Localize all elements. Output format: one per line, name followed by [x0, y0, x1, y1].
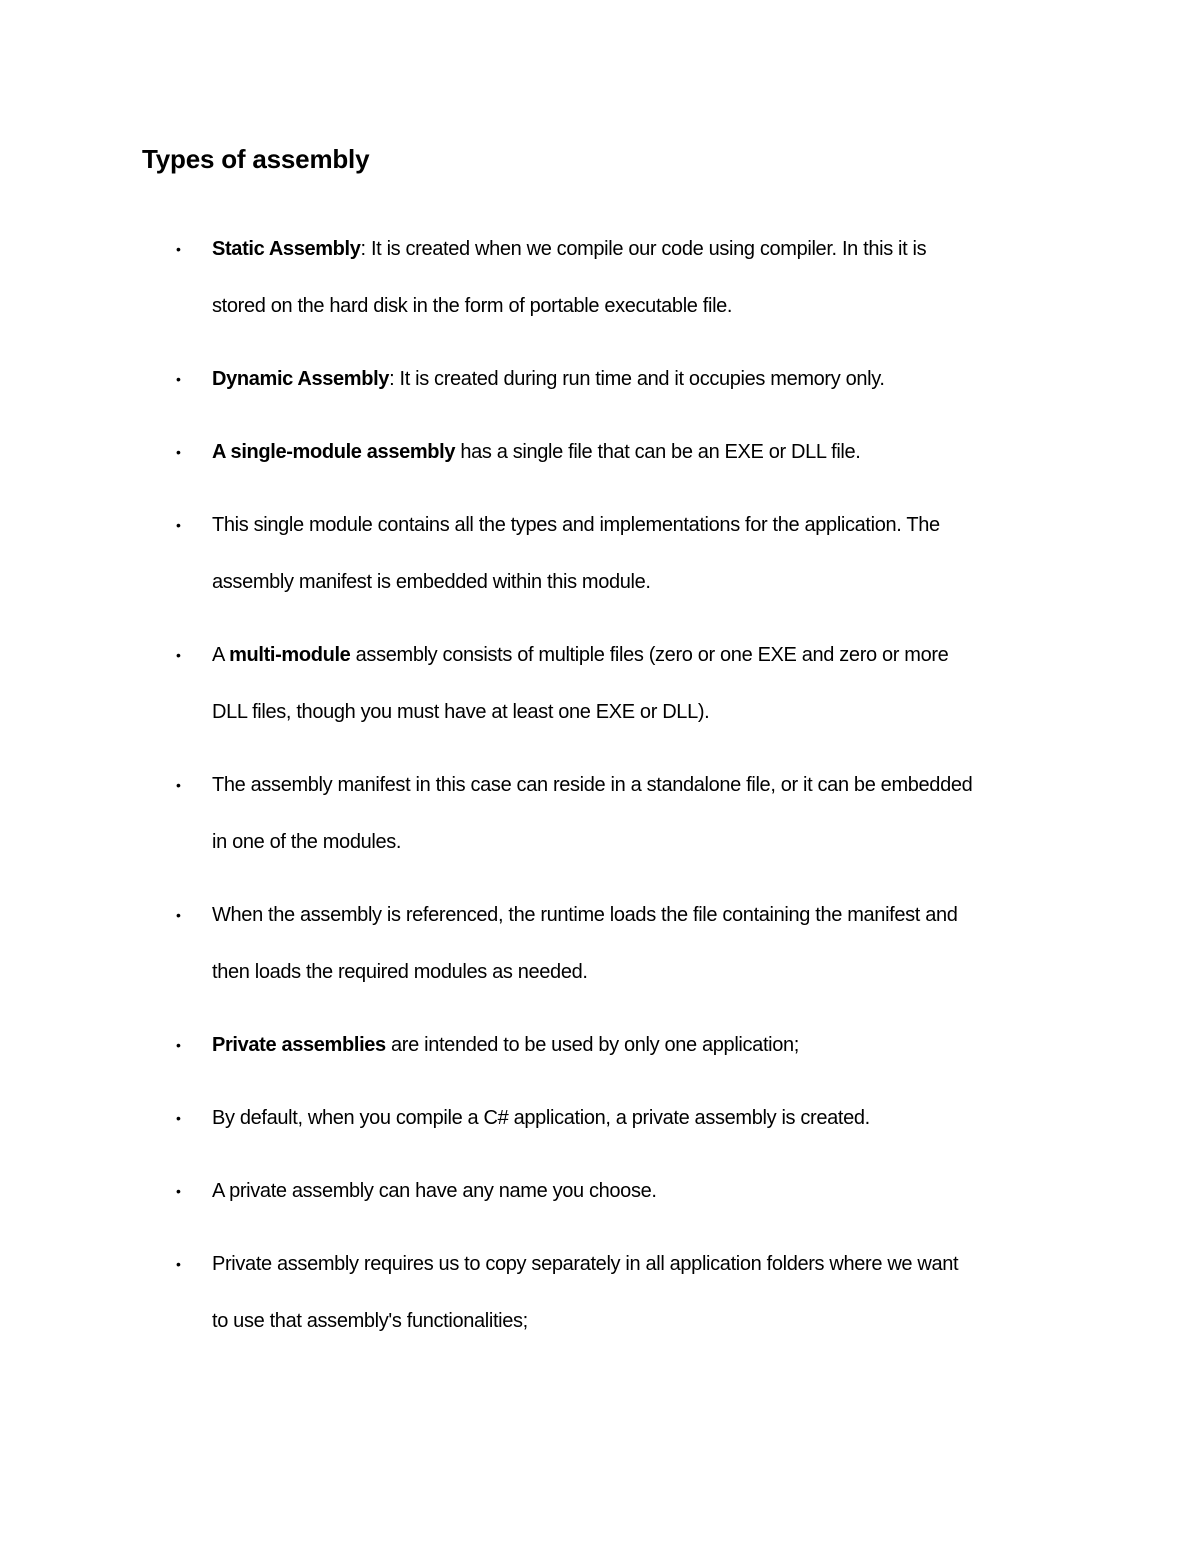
text-body: in one of the modules.: [212, 831, 402, 853]
text-line: [212, 757, 1072, 814]
bullet-text: [212, 887, 1072, 1001]
text-line: [212, 887, 1072, 944]
text-body: When the assembly is referenced, the runtime loads the file containing the manifest and: [212, 904, 958, 926]
bullet-text: [212, 1236, 1072, 1350]
text-line: [212, 497, 1072, 554]
bullet-icon: •: [176, 517, 181, 533]
text-body: assembly manifest is embedded within this module.: [212, 571, 651, 593]
text-line: [212, 554, 1072, 611]
bullet-text: [212, 497, 1072, 611]
bullet-icon: •: [176, 647, 181, 663]
bullet-text: [212, 351, 1072, 408]
bullet-icon: •: [176, 241, 181, 257]
bullet-icon: •: [176, 1183, 181, 1199]
text-line: [212, 351, 1072, 408]
text-body: : It is created when we compile our code using compiler. In this it is: [360, 238, 927, 260]
text-body: This single module contains all the types and implementations for the application. The: [212, 514, 940, 536]
text-line: [212, 1017, 1072, 1074]
bullet-text: [212, 424, 1072, 481]
bullet-text: [212, 1090, 1072, 1147]
text-body: By default, when you compile a C# application, a private assembly is created.: [212, 1107, 870, 1129]
text-body: : It is created during run time and it occupies memory only.: [389, 368, 885, 390]
text-line: [212, 944, 1072, 1001]
text-line: [212, 684, 1072, 741]
bullet-text: [212, 1017, 1072, 1074]
text-body: The assembly manifest in this case can reside in a standalone file, or it can be embedded: [212, 774, 973, 796]
bullet-icon: •: [176, 444, 181, 460]
bullet-text: [212, 221, 1072, 335]
text-body: then loads the required modules as needed.: [212, 961, 588, 983]
text-line: [212, 1090, 1072, 1147]
bullet-icon: •: [176, 1256, 181, 1272]
text-line: [212, 1236, 1072, 1293]
bold-term: multi-module: [229, 644, 351, 666]
text-prefix: A: [212, 644, 230, 666]
text-body: Private assembly requires us to copy separately in all application folders where we want: [212, 1253, 959, 1275]
text-line: [212, 1293, 1072, 1350]
text-line: [212, 221, 1072, 278]
text-body: to use that assembly's functionalities;: [212, 1310, 528, 1332]
bullet-icon: •: [176, 1037, 181, 1053]
text-line: [212, 278, 1072, 335]
text-body: has a single file that can be an EXE or DLL file.: [455, 441, 861, 463]
text-body: assembly consists of multiple files (zero or one EXE and zero or more: [350, 644, 949, 666]
bullet-icon: •: [176, 777, 181, 793]
bold-term: Dynamic Assembly: [212, 368, 390, 390]
bullet-icon: •: [176, 371, 181, 387]
text-body: A private assembly can have any name you choose.: [212, 1180, 657, 1202]
text-line: [212, 814, 1072, 871]
bullet-icon: •: [176, 907, 181, 923]
bullet-text: [212, 757, 1072, 871]
page-title: Types of assembly: [142, 144, 370, 174]
text-body: are intended to be used by only one application;: [385, 1034, 799, 1056]
bullet-icon: •: [176, 1110, 181, 1126]
bullet-text: [212, 627, 1072, 741]
bold-term: Static Assembly: [212, 238, 361, 260]
bold-term: Private assemblies: [212, 1034, 386, 1056]
text-line: [212, 1163, 1072, 1220]
text-line: [212, 627, 1072, 684]
text-body: DLL files, though you must have at least one EXE or DLL).: [212, 701, 710, 723]
bullet-text: [212, 1163, 1072, 1220]
bold-term: A single-module assembly: [212, 441, 456, 463]
text-line: [212, 424, 1072, 481]
text-body: stored on the hard disk in the form of portable executable file.: [212, 295, 733, 317]
